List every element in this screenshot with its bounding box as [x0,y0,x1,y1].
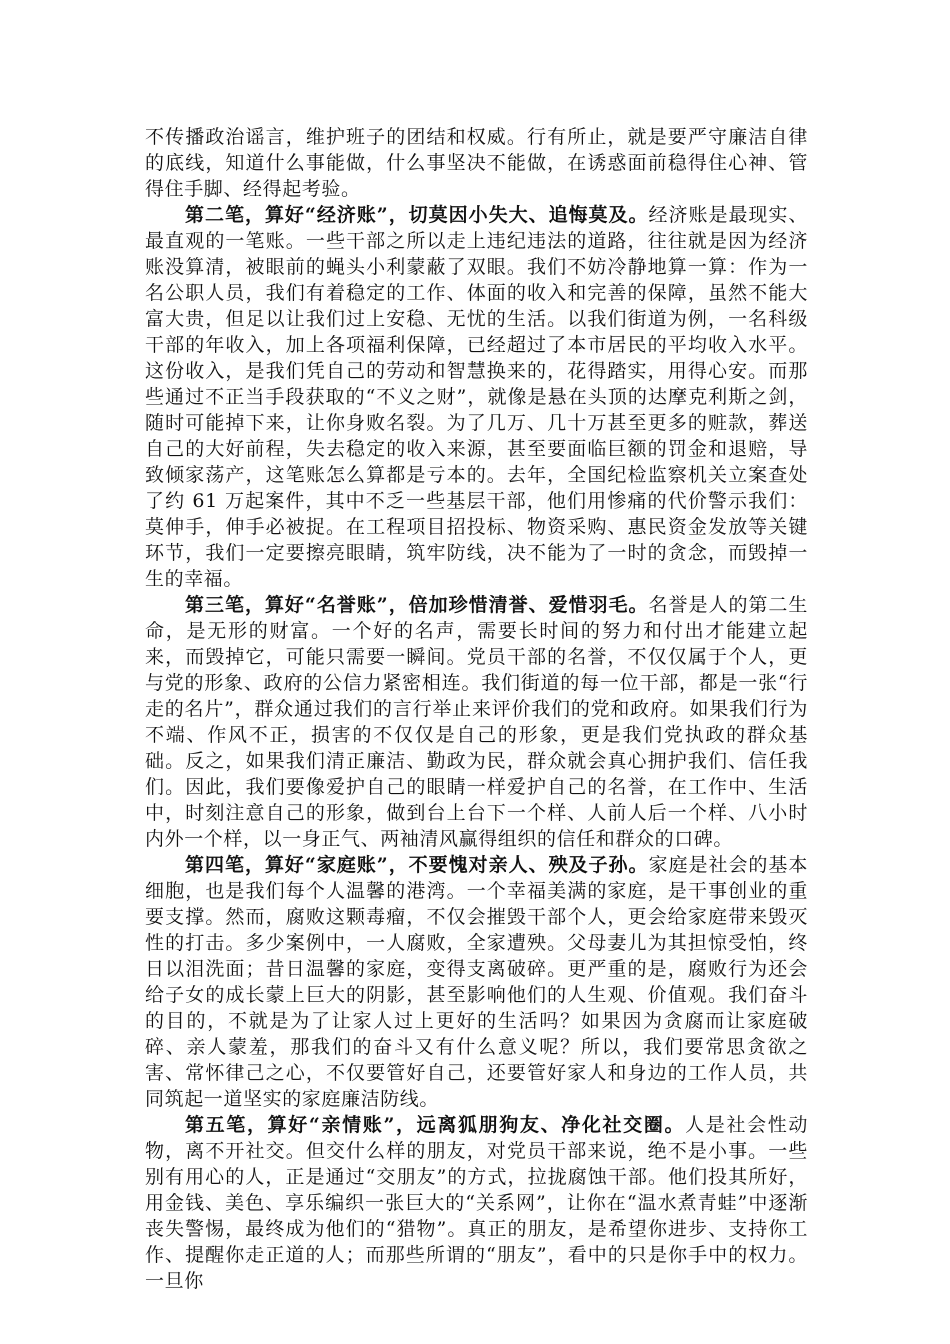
paragraph-text: 名誉是人的第二生命，是无形的财富。一个好的名声，需要长时间的努力和付出才能建立起来，而毁掉它，可能只需要一瞬间。党员干部的名誉，不仅仅属于个人，更与党的形象、政府的公信力紧密相连。我们街道的每一位干部，都是一张“行走的名片”，群众通过我们的言行举止来评价我们的党和政府。如果我们行为不端、作风不正，损害的不仅仅是自己的形象，更是我们党执政的群众基础。反之，如果我们清正廉洁、勤政为民，群众就会真心拥护我们、信任我们。因此，我们要像爱护自己的眼睛一样爱护自己的名誉，在工作中、生活中，时刻注意自己的形象，做到台上台下一个样、人前人后一个样、八小时内外一个样，以一身正气、两袖清风赢得组织的信任和群众的口碑。 [145,594,808,850]
paragraph-economic-account [145,202,808,592]
paragraph-heading: 第三笔，算好“名誉账”，倍加珍惜清誉、爱惜羽毛。 [185,594,649,616]
paragraph-continuation [145,124,808,202]
paragraph-text: 不传播政治谣言，维护班子的团结和权威。行有所止，就是要严守廉洁自律的底线，知道什么事能做，什么事坚决不能做，在诱惑面前稳得住心神、管得住手脚、经得起考验。 [145,126,808,200]
paragraph-heading: 第五笔，算好“亲情账”，远离狐朋狗友、净化社交圈。 [185,1114,686,1136]
paragraph-reputation-account [145,592,808,852]
paragraph-relationship-account [145,1112,808,1294]
document-page [145,124,808,1294]
paragraph-family-account [145,852,808,1112]
paragraph-text: 家庭是社会的基本细胞，也是我们每个人温馨的港湾。一个幸福美满的家庭，是干事创业的重要支撑。然而，腐败这颗毒瘤，不仅会摧毁干部个人，更会给家庭带来毁灭性的打击。多少案例中，一人腐败，全家遭殃。父母妻儿为其担惊受怕，终日以泪洗面；昔日温馨的家庭，变得支离破碎。更严重的是，腐败行为还会给子女的成长蒙上巨大的阴影，甚至影响他们的人生观、价值观。我们奋斗的目的，不就是为了让家人过上更好的生活吗？如果因为贪腐而让家庭破碎、亲人蒙羞，那我们的奋斗又有什么意义呢？所以，我们要常思贪欲之害、常怀律己之心，不仅要管好自己，还要管好家人和身边的工作人员，共同筑起一道坚实的家庭廉洁防线。 [145,854,808,1110]
paragraph-heading: 第四笔，算好“家庭账”，不要愧对亲人、殃及子孙。 [185,854,649,876]
paragraph-text: 人是社会性动物，离不开社交。但交什么样的朋友，对党员干部来说，绝不是小事。一些别有用心的人，正是通过“交朋友”的方式，拉拢腐蚀干部。他们投其所好，用金钱、美色、享乐编织一张巨大的“关系网”，让你在“温水煮青蛙”中逐渐丧失警惕，最终成为他们的“猎物”。真正的朋友，是希望你进步、支持你工作、提醒你走正道的人；而那些所谓的“朋友”，看中的只是你手中的权力。一旦你 [145,1114,808,1292]
paragraph-heading: 第二笔，算好“经济账”，切莫因小失大、追悔莫及。 [185,204,649,226]
paragraph-text: 经济账是最现实、最直观的一笔账。一些干部之所以走上违纪违法的道路，往往就是因为经济账没算清，被眼前的蝇头小利蒙蔽了双眼。我们不妨冷静地算一算：作为一名公职人员，我们有着稳定的工作、体面的收入和完善的保障，虽然不能大富大贵，但足以让我们过上安稳、无忧的生活。以我们街道为例，一名科级干部的年收入，加上各项福利保障，已经超过了本市居民的平均收入水平。这份收入，是我们凭自己的劳动和智慧换来的，花得踏实，用得心安。而那些通过不正当手段获取的“不义之财”，就像是悬在头顶的达摩克利斯之剑，随时可能掉下来，让你身败名裂。为了几万、几十万甚至更多的赃款，葬送自己的大好前程，失去稳定的收入来源，甚至要面临巨额的罚金和退赔，导致倾家荡产，这笔账怎么算都是亏本的。去年，全国纪检监察机关立案查处了约 61 万起案件，其中不乏一些基层干部，他们用惨痛的代价警示我们：莫伸手，伸手必被捉。在工程项目招投标、物资采购、惠民资金发放等关键环节，我们一定要擦亮眼睛，筑牢防线，决不能为了一时的贪念，而毁掉一生的幸福。 [145,204,808,590]
